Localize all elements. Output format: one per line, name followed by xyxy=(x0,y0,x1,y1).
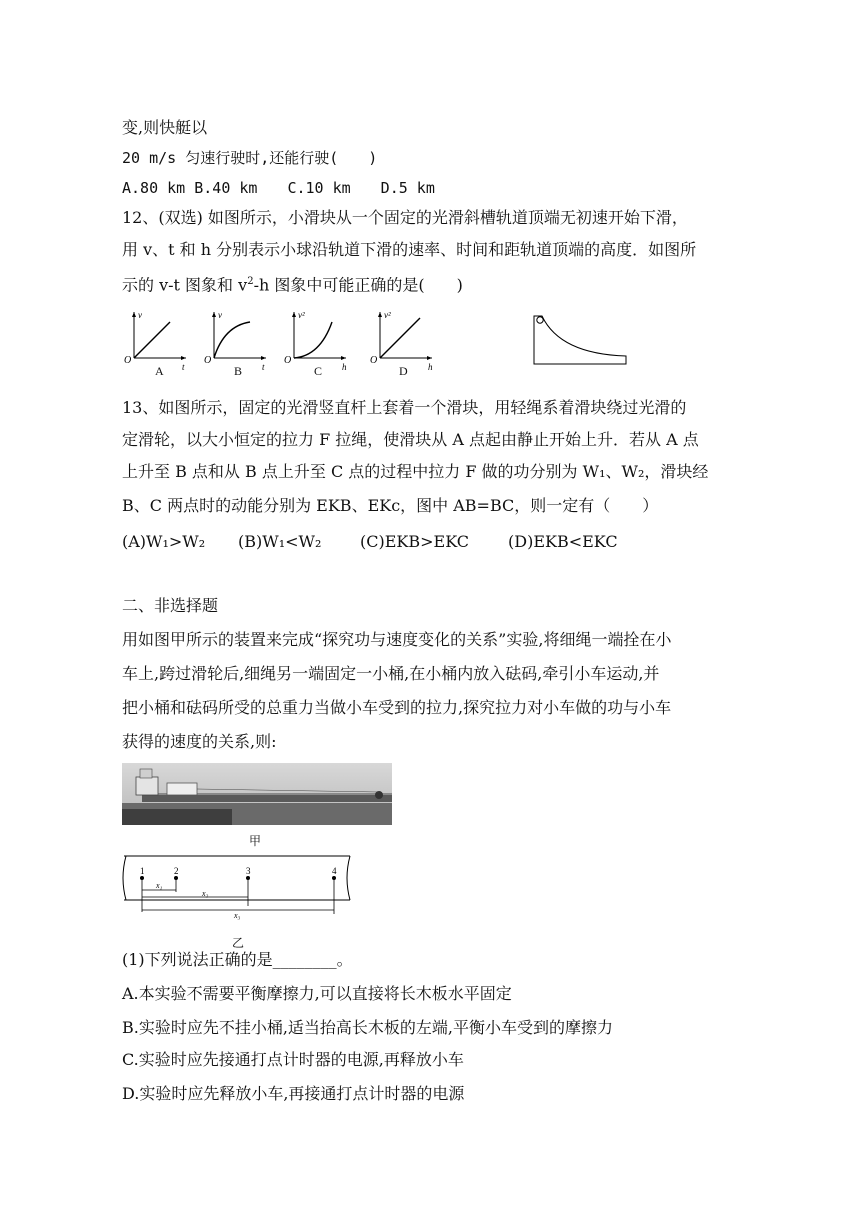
text-line: 定滑轮，以大小恒定的拉力 F 拉绳，使滑块从 A 点起由静止开始上升．若从 A 点 xyxy=(122,430,699,449)
figure-caption-jia: 甲 xyxy=(249,834,262,848)
y-axis-label: v xyxy=(218,310,222,320)
graph-label: D xyxy=(399,364,408,378)
text-part: -h 图象中可能正确的是( ) xyxy=(253,275,463,295)
origin-label: O xyxy=(124,355,132,366)
text-line: 20 m/s 匀速行驶时,还能行驶( ) xyxy=(122,149,378,167)
text-line: 变,则快艇以 xyxy=(122,118,208,137)
tape-dim-label: x₃ xyxy=(234,911,241,920)
graph-label: A xyxy=(155,364,164,378)
origin-label: O xyxy=(284,355,292,366)
slide-track-figure xyxy=(530,312,630,368)
text-line xyxy=(122,272,463,295)
sub-question-1: (1)下列说法正确的是________。 xyxy=(122,950,353,969)
choice-d: D.实验时应先释放小车,再接通打点计时器的电源 xyxy=(122,1084,465,1103)
x-axis-label: t xyxy=(262,362,265,372)
origin-label: O xyxy=(370,355,378,366)
text-line: 上升至 B 点和从 B 点上升至 C 点的过程中拉力 F 做的功分别为 W₁、W₂，滑块经 xyxy=(122,462,709,481)
tape-point-label: 3 xyxy=(246,866,251,876)
text-line: 车上,跨过滑轮后,细绳另一端固定一小桶,在小桶内放入砝码,牵引小车运动,并 xyxy=(122,664,660,683)
y-axis-label: v² xyxy=(384,310,391,320)
tape-dim-label: x₁ xyxy=(156,881,163,890)
question-12: 12、(双选) 如图所示，小滑块从一个固定的光滑斜槽轨道顶端无初速开始下滑， xyxy=(122,208,688,227)
x-axis-label: h xyxy=(342,362,347,372)
x-axis-label: t xyxy=(182,362,185,372)
text-line: 把小桶和砝码所受的总重力当做小车受到的拉力,探究拉力对小车做的功与小车 xyxy=(122,698,672,717)
text-line: A.80 km B.40 km C.10 km D.5 km xyxy=(122,179,435,197)
option-d: (D)EKB<EKC xyxy=(508,532,618,551)
figure-caption-yi: 乙 xyxy=(232,936,245,950)
choice-c: C.实验时应先接通打点计时器的电源,再释放小车 xyxy=(122,1050,464,1069)
choice-a: A.本实验不需要平衡摩擦力,可以直接将长木板水平固定 xyxy=(122,984,512,1003)
apparatus-photo xyxy=(122,763,392,825)
text-line: 用 v、t 和 h 分别表示小球沿轨道下滑的速率、时间和距轨道顶端的高度．如图所 xyxy=(122,240,697,259)
paper-tape-figure xyxy=(120,852,352,934)
tape-dim-label: x₂ xyxy=(202,889,209,898)
option-b: (B)W₁<W₂ xyxy=(238,532,322,551)
text-part: 示的 v-t 图象和 v xyxy=(122,275,248,295)
tape-point-label: 1 xyxy=(140,866,145,876)
origin-label: O xyxy=(204,355,212,366)
question-13: 13、如图所示，固定的光滑竖直杆上套着一个滑块，用轻绳系着滑块绕过光滑的 xyxy=(122,398,687,417)
text-line: B、C 两点时的动能分别为 EKB、EKc，图中 AB=BC，则一定有（ ） xyxy=(122,496,659,515)
y-axis-label: v² xyxy=(298,310,305,320)
graph-label: C xyxy=(314,364,323,378)
tape-point-label: 2 xyxy=(174,866,179,876)
option-c: (C)EKB>EKC xyxy=(360,532,469,551)
section-heading: 二、非选择题 xyxy=(122,596,219,615)
choice-b: B.实验时应先不挂小桶,适当抬高长木板的左端,平衡小车受到的摩擦力 xyxy=(122,1018,614,1037)
text-line: 获得的速度的关系,则: xyxy=(122,732,277,751)
text-line: 用如图甲所示的装置来完成“探究功与速度变化的关系”实验,将细绳一端拴在小 xyxy=(122,630,672,649)
x-axis-label: h xyxy=(428,362,433,372)
superscript: 2 xyxy=(247,276,254,287)
option-a: (A)W₁>W₂ xyxy=(122,532,206,551)
graph-label: B xyxy=(234,364,243,378)
tape-point-label: 4 xyxy=(332,866,337,876)
y-axis-label: v xyxy=(138,310,142,320)
